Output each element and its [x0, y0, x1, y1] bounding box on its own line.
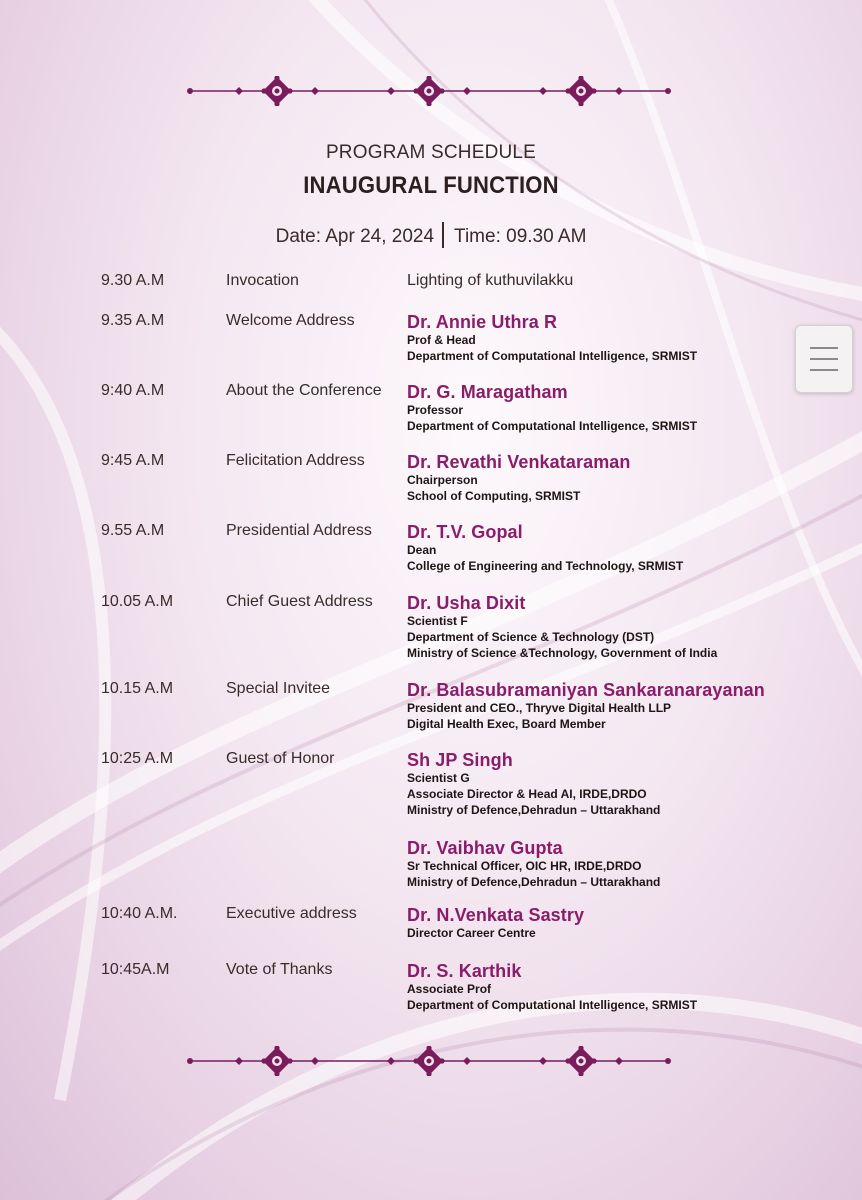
schedule-detail-text: Lighting of kuthuvilakku — [407, 272, 574, 289]
speaker-designation: Department of Computational Intelligence, SRMIST — [407, 998, 698, 1012]
speaker-designation: Associate Director & Head AI, IRDE,DRDO — [407, 787, 647, 801]
menu-line-icon — [810, 358, 838, 360]
speaker-block — [407, 593, 847, 661]
speaker-name: Dr. S. Karthik — [407, 961, 522, 981]
speaker-designation: Department of Computational Intelligence, SRMIST — [407, 349, 698, 363]
speaker-designation: Department of Computational Intelligence, SRMIST — [407, 419, 698, 433]
speaker-designation: Department of Science & Technology (DST) — [407, 630, 655, 644]
speaker-designation: Sr Technical Officer, OIC HR, IRDE,DRDO — [407, 859, 642, 873]
speaker-name: Dr. Annie Uthra R — [407, 312, 558, 332]
speaker-designation: Ministry of Defence,Dehradun – Uttarakhand — [407, 803, 661, 817]
schedule-detail — [407, 272, 847, 290]
speaker-designation: President and CEO., Thryve Digital Health LLP — [407, 701, 672, 715]
event-time: Time: 09.30 AM — [454, 226, 587, 247]
schedule-time: 9.30 A.M — [101, 272, 165, 289]
schedule-event: Presidential Address — [226, 522, 372, 539]
schedule-event: Invocation — [226, 272, 299, 289]
speaker-name: Dr. Vaibhav Gupta — [407, 838, 563, 858]
speaker-designation: Chairperson — [407, 473, 478, 487]
schedule-event: Executive address — [226, 905, 357, 922]
speaker-designation: Ministry of Defence,Dehradun – Uttarakhand — [407, 875, 661, 889]
date-time-line — [0, 222, 862, 248]
schedule-time: 9.55 A.M — [101, 522, 165, 539]
schedule-time: 9.35 A.M — [101, 312, 165, 329]
speaker-block — [407, 905, 847, 941]
speaker-designation: Associate Prof — [407, 982, 492, 996]
speaker-block — [407, 750, 847, 818]
schedule-event: Guest of Honor — [226, 750, 335, 767]
schedule-event: About the Conference — [226, 382, 382, 399]
schedule-time: 9:45 A.M — [101, 452, 165, 469]
schedule-detail — [407, 312, 847, 368]
speaker-name: Dr. T.V. Gopal — [407, 522, 523, 542]
schedule-time: 10.15 A.M — [101, 680, 174, 697]
speaker-designation: Dean — [407, 543, 437, 557]
schedule-event: Felicitation Address — [226, 452, 365, 469]
schedule-detail — [407, 905, 847, 945]
speaker-designation: Director Career Centre — [407, 926, 536, 940]
schedule-time: 10:25 A.M — [101, 750, 174, 767]
schedule-detail — [407, 522, 847, 578]
bottom-ornament-divider — [186, 1046, 672, 1076]
speaker-designation: School of Computing, SRMIST — [407, 489, 581, 503]
schedule-time: 10.05 A.M — [101, 593, 174, 610]
speaker-designation: Scientist F — [407, 614, 468, 628]
speaker-designation: College of Engineering and Technology, SRMIST — [407, 559, 684, 573]
speaker-block — [407, 522, 847, 574]
schedule-detail — [407, 382, 847, 438]
speaker-name: Sh JP Singh — [407, 750, 513, 770]
speaker-block — [407, 312, 847, 364]
speaker-designation: Digital Health Exec, Board Member — [407, 717, 606, 731]
speaker-name: Dr. N.Venkata Sastry — [407, 905, 585, 925]
menu-line-icon — [810, 347, 838, 349]
schedule-time: 10:40 A.M. — [101, 905, 178, 922]
speaker-block — [407, 838, 847, 890]
schedule-detail — [407, 750, 847, 894]
speaker-name: Dr. Balasubramaniyan Sankaranarayanan — [407, 680, 765, 700]
menu-line-icon — [810, 369, 838, 371]
page-title: INAUGURAL FUNCTION — [303, 172, 559, 199]
schedule-detail — [407, 593, 847, 665]
speaker-designation: Ministry of Science &Technology, Government of India — [407, 646, 718, 660]
program-subtitle: PROGRAM SCHEDULE — [325, 142, 537, 163]
schedule-event: Chief Guest Address — [226, 593, 373, 610]
schedule-detail — [407, 961, 847, 1017]
schedule-event: Welcome Address — [226, 312, 355, 329]
date-time-separator — [442, 222, 444, 248]
schedule-event: Special Invitee — [226, 680, 331, 697]
schedule-detail — [407, 680, 847, 736]
speaker-designation: Scientist G — [407, 771, 470, 785]
schedule-detail — [407, 452, 847, 508]
speaker-designation: Prof & Head — [407, 333, 476, 347]
speaker-block — [407, 382, 847, 434]
speaker-name: Dr. Usha Dixit — [407, 593, 526, 613]
speaker-block — [407, 680, 847, 732]
schedule-event: Vote of Thanks — [226, 961, 333, 978]
speaker-block — [407, 961, 847, 1013]
speaker-name: Dr. Revathi Venkataraman — [407, 452, 631, 472]
top-ornament-divider — [186, 76, 672, 106]
speaker-block — [407, 452, 847, 504]
speaker-name: Dr. G. Maragatham — [407, 382, 568, 402]
schedule-time: 9:40 A.M — [101, 382, 165, 399]
schedule-time: 10:45A.M — [101, 961, 170, 978]
speaker-designation: Professor — [407, 403, 464, 417]
menu-handle-button[interactable] — [795, 325, 853, 393]
event-date: Date: Apr 24, 2024 — [275, 226, 435, 247]
